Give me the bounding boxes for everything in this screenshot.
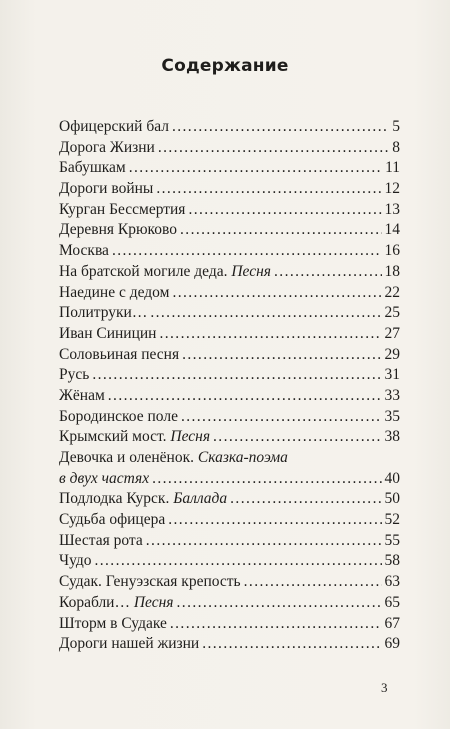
toc-page-number: 8	[392, 138, 400, 156]
toc-entry-label	[59, 220, 177, 241]
toc-leader-dots	[152, 469, 381, 490]
toc-entry-title: Наедине с дедом	[59, 283, 170, 301]
toc-entry	[59, 200, 400, 221]
toc-entry-label	[59, 614, 167, 635]
toc-entry-multiline	[59, 448, 400, 469]
toc-entry-title: Подлодка Курск.	[59, 490, 170, 508]
toc-entry-label	[59, 200, 185, 221]
toc-entry-label	[59, 262, 271, 283]
toc-leader-dots	[180, 220, 381, 241]
toc-page-number: 40	[384, 469, 400, 487]
toc-entry-label	[59, 283, 169, 304]
toc-entry-label	[59, 448, 400, 469]
toc-leader-dots	[146, 531, 382, 552]
toc-entry	[59, 489, 400, 510]
toc-page-number: 65	[384, 593, 400, 611]
toc-entry-label	[59, 531, 143, 552]
toc-entry-label	[59, 510, 165, 531]
toc-leader-dots	[172, 283, 381, 304]
toc-entry-title: Соловьиная песня	[59, 345, 180, 363]
toc-page-number: 67	[384, 614, 400, 632]
toc-entry	[59, 593, 400, 614]
toc-entry-label	[59, 427, 210, 448]
toc-page-number: 55	[384, 531, 400, 549]
toc-entry-title: Девочка и оленёнок.	[59, 449, 195, 466]
toc-entry-title: Дорога Жизни	[59, 138, 155, 156]
toc-leader-dots	[158, 138, 389, 159]
toc-entry-title: Шестая рота	[59, 531, 143, 549]
toc-entry-title: Курган Бессмертия	[59, 200, 186, 218]
toc-page-number: 22	[384, 283, 400, 301]
toc-entry	[59, 241, 400, 262]
toc-page-number: 16	[384, 242, 400, 260]
toc-page-number: 27	[384, 324, 400, 342]
toc-entry-label	[59, 489, 227, 510]
page-number: 3	[381, 680, 388, 695]
toc-entry	[59, 572, 400, 593]
toc-leader-dots	[108, 386, 382, 407]
toc-page-number: 52	[384, 511, 400, 529]
toc-entry-title: Офицерский бал	[59, 118, 169, 135]
toc-leader-dots	[156, 179, 381, 200]
toc-entry-title: Корабли…	[59, 593, 130, 611]
toc-entry-label	[59, 551, 91, 572]
toc-leader-dots	[172, 117, 389, 138]
toc-entry	[59, 365, 400, 386]
toc-entry	[59, 427, 400, 448]
toc-page-number: 69	[384, 635, 400, 653]
toc-entry	[59, 117, 400, 138]
toc-group-top	[59, 117, 400, 448]
toc-page-number: 58	[384, 552, 400, 570]
toc-page-number: 35	[384, 407, 400, 425]
toc-entry-note: Песня	[170, 428, 211, 446]
toc-page-number: 14	[384, 221, 400, 239]
toc-entry	[59, 551, 400, 572]
toc-entry-title: Дороги войны	[59, 180, 154, 198]
toc-leader-dots	[177, 593, 382, 614]
toc-leader-dots	[92, 365, 381, 386]
toc-page-number: 33	[384, 386, 400, 404]
toc-entry-title: Дороги нашей жизни	[59, 635, 200, 653]
toc-leader-dots	[94, 551, 381, 572]
toc-page-number: 31	[384, 366, 400, 384]
toc-page-number: 18	[384, 262, 400, 280]
toc-entry-title: Шторм в Судаке	[59, 614, 167, 632]
toc-entry-title: Русь	[59, 366, 90, 384]
toc-entry-label	[59, 407, 178, 428]
toc-entry	[59, 531, 400, 552]
toc-entry-label	[59, 241, 109, 262]
toc-entry-label	[59, 593, 174, 614]
toc-entry-note: Песня	[231, 262, 272, 280]
toc-entry-title: Иван Синицин	[59, 324, 157, 342]
toc-entry-label	[59, 158, 126, 179]
toc-entry-title: Жёнам	[59, 386, 105, 404]
toc-leader-dots	[182, 345, 381, 366]
contents-title: Содержание	[161, 56, 289, 76]
toc-page-number: 38	[384, 428, 400, 446]
toc-entry	[59, 407, 400, 428]
toc-leader-dots	[188, 200, 381, 221]
toc-entry-title: Чудо	[59, 552, 92, 570]
toc-leader-dots	[150, 303, 381, 324]
toc-entry-note: Сказка-поэма	[197, 449, 288, 466]
toc-entry	[59, 324, 400, 345]
toc-entry	[59, 158, 400, 179]
toc-entry-title: На братской могиле деда.	[59, 262, 228, 280]
toc-page-number: 12	[384, 180, 400, 198]
toc-entry	[59, 614, 400, 635]
toc-entry-title: Деревня Крюково	[59, 221, 178, 239]
table-of-contents	[59, 117, 400, 655]
toc-entry-label	[59, 138, 155, 159]
toc-entry	[59, 138, 400, 159]
toc-leader-dots	[213, 427, 381, 448]
toc-leader-dots	[168, 510, 381, 531]
toc-leader-dots	[244, 572, 382, 593]
toc-leader-dots	[159, 324, 381, 345]
toc-leader-dots	[230, 489, 381, 510]
toc-page-number: 11	[385, 159, 400, 177]
toc-entry	[59, 283, 400, 304]
toc-entry-label	[59, 345, 179, 366]
toc-entry-title: Политруки…	[59, 304, 148, 322]
toc-entry-continuation	[59, 469, 400, 490]
toc-leader-dots	[274, 262, 381, 283]
toc-page-number: 29	[384, 345, 400, 363]
toc-entry	[59, 220, 400, 241]
toc-entry-continuation-text: в двух частях	[59, 469, 150, 487]
toc-entry-title: Судьба офицера	[59, 511, 166, 529]
toc-entry-note: Песня	[133, 593, 174, 611]
toc-page-number: 63	[384, 573, 400, 591]
toc-entry-label	[59, 634, 199, 655]
toc-page-number: 25	[384, 304, 400, 322]
toc-entry-label	[59, 386, 105, 407]
toc-entry	[59, 303, 400, 324]
toc-entry-label	[59, 303, 147, 324]
toc-entry-title: Крымский мост.	[59, 428, 167, 446]
toc-entry-note: Баллада	[173, 490, 228, 508]
toc-entry	[59, 179, 400, 200]
toc-leader-dots	[129, 158, 382, 179]
toc-entry-label	[59, 117, 169, 138]
toc-entry-label	[59, 365, 89, 386]
toc-entry-title: Бабушкам	[59, 159, 126, 177]
toc-entry-label	[59, 179, 153, 200]
toc-entry	[59, 262, 400, 283]
toc-entry	[59, 345, 400, 366]
toc-entry-label	[59, 324, 156, 345]
toc-page-number: 13	[384, 200, 400, 218]
toc-entry-label	[59, 572, 241, 593]
toc-leader-dots	[181, 407, 382, 428]
toc-entry-title: Бородинское поле	[59, 407, 178, 425]
toc-group-bottom	[59, 489, 400, 655]
toc-entry-title: Москва	[59, 242, 109, 260]
toc-entry	[59, 386, 400, 407]
toc-entry	[59, 634, 400, 655]
toc-entry-title: Судак. Генуэзская крепость	[59, 573, 241, 591]
toc-entry	[59, 510, 400, 531]
toc-page-number: 5	[392, 118, 400, 135]
toc-leader-dots	[170, 614, 382, 635]
toc-leader-dots	[202, 634, 381, 655]
toc-leader-dots	[112, 241, 382, 262]
toc-page-number: 50	[384, 490, 400, 508]
